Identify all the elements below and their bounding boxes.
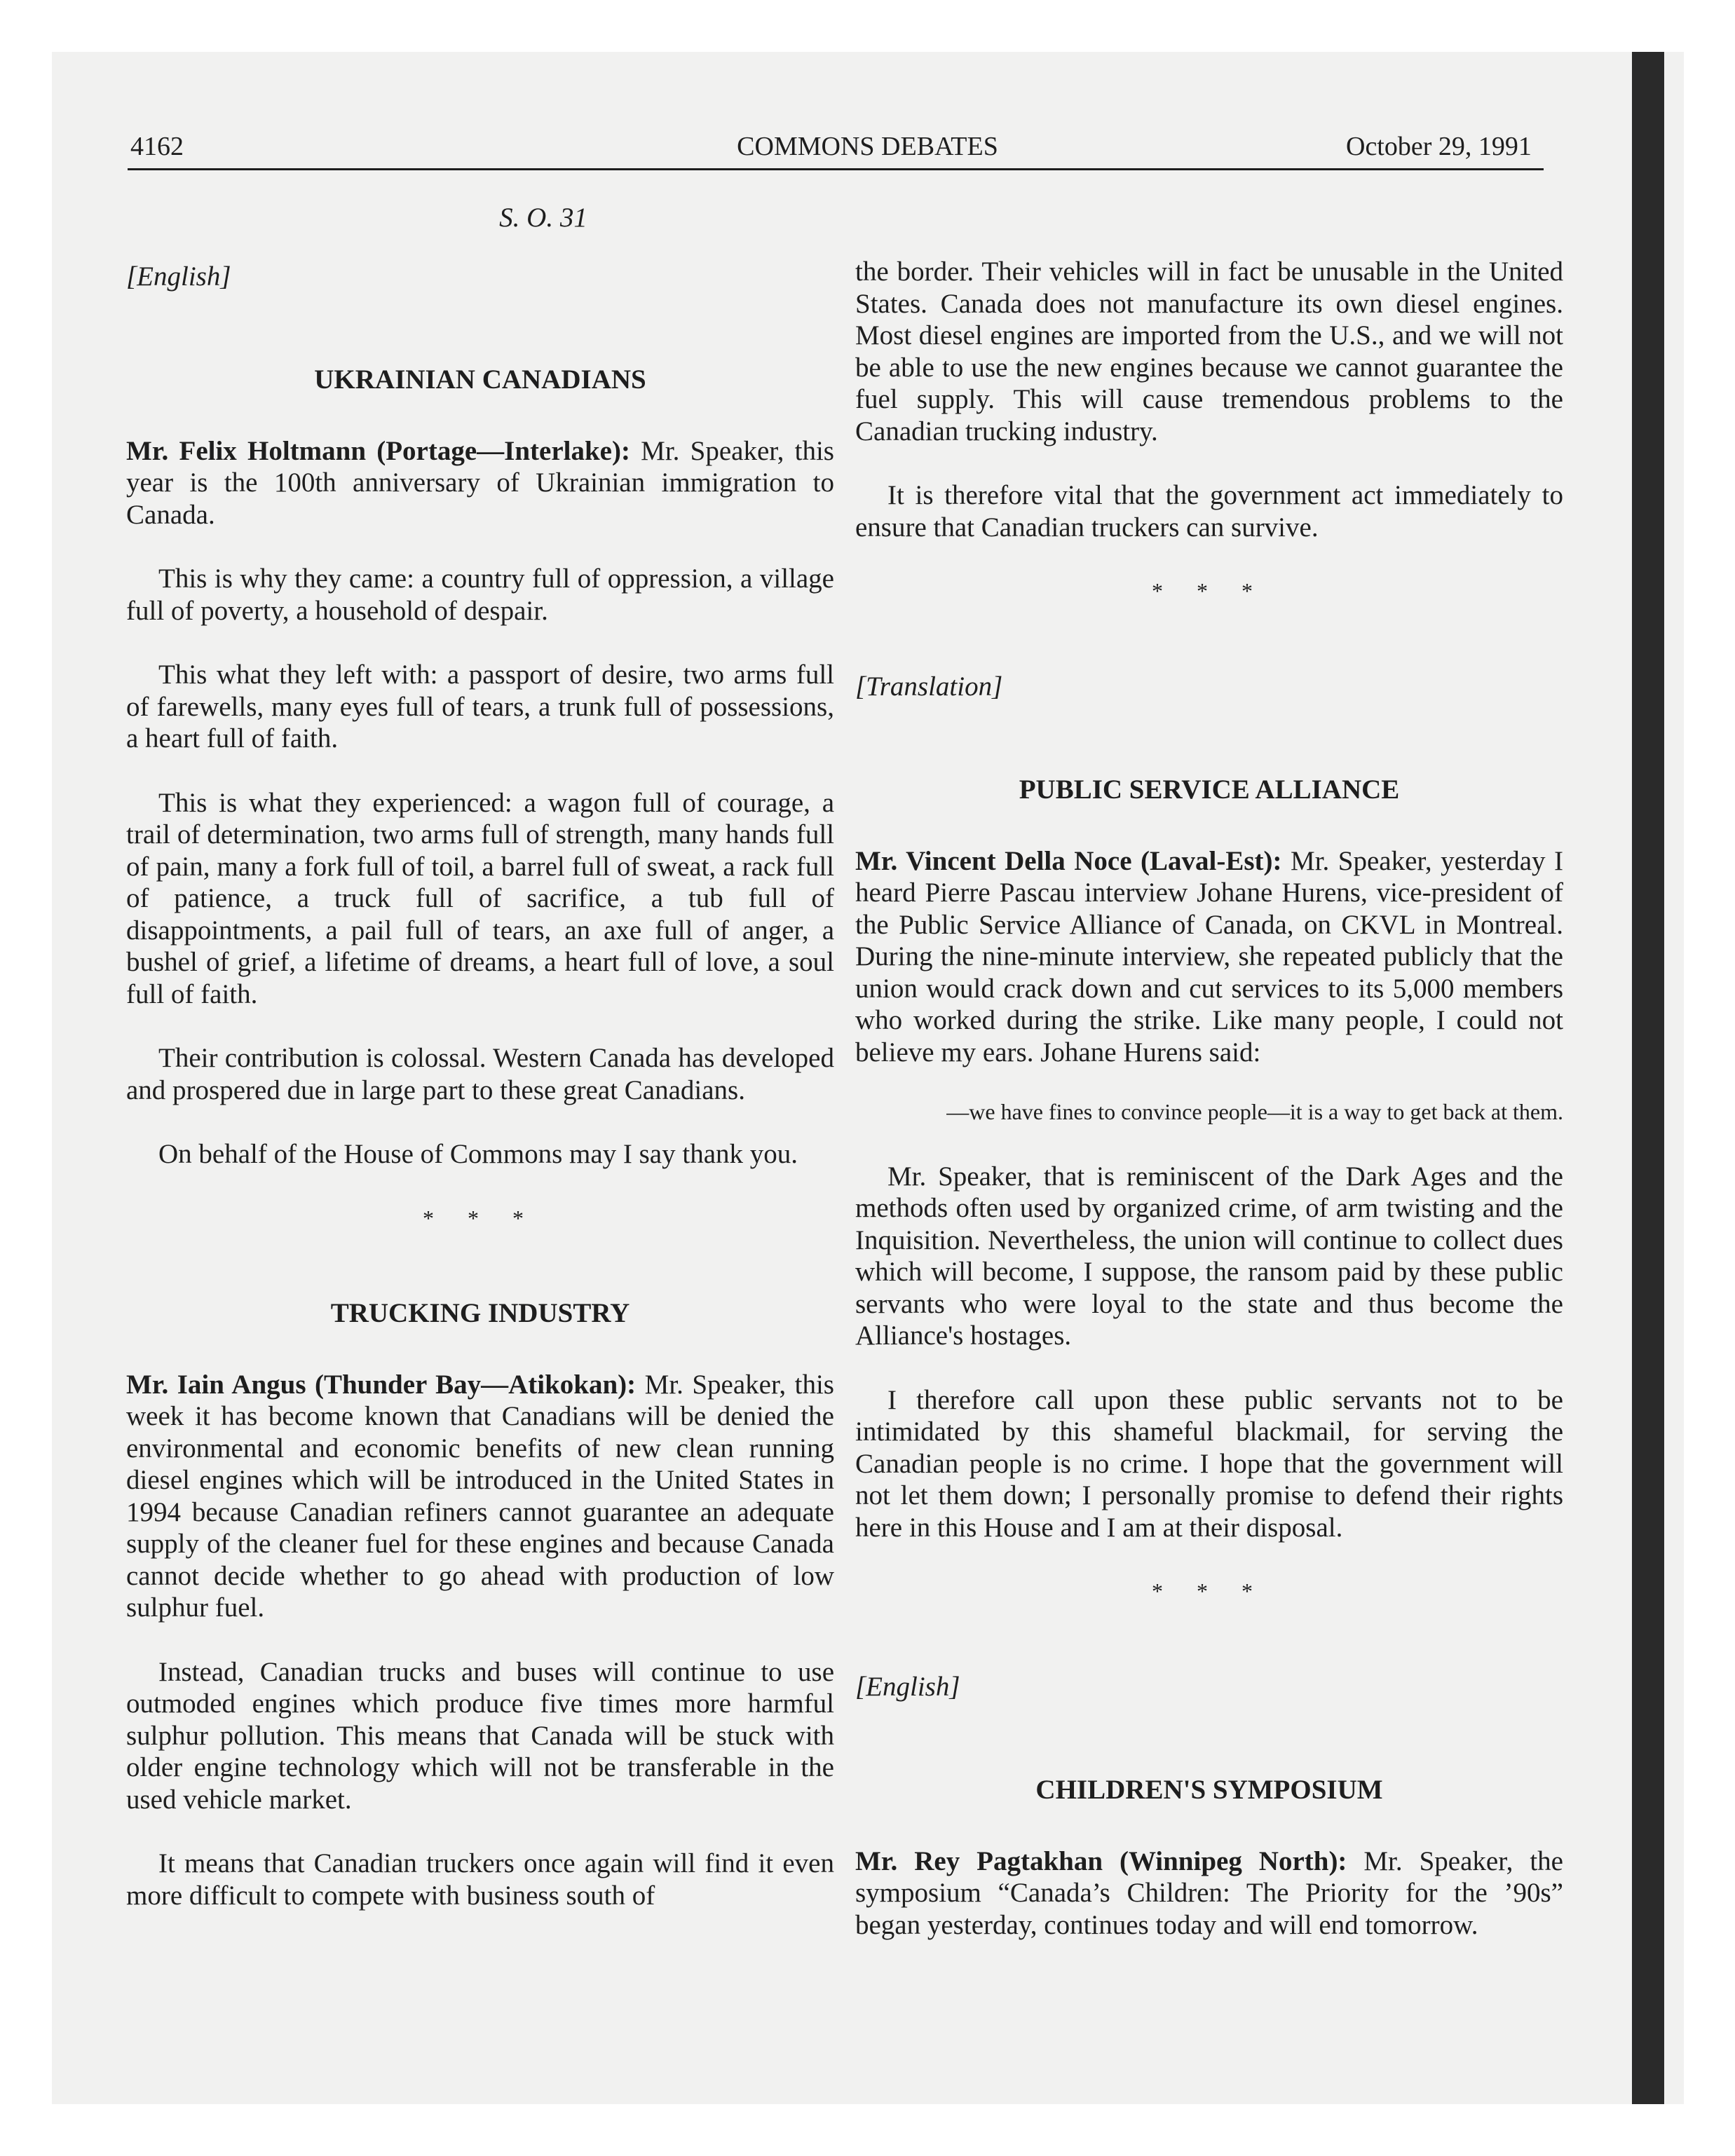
language-tag: [English] (855, 1671, 960, 1702)
paragraph-text: Mr. Speaker, the symposium “Canada’s Children: The Priority for the ’90s” began yesterday, continues today and will end tomorrow. (855, 1845, 1563, 1940)
language-tag: [Translation] (855, 671, 1003, 702)
paragraph: Instead, Canadian trucks and buses will continue to use outmoded engines which produce five times more harmful sulphur pollution. This means that Canada will be stuck with older engine technology which will not be transferable in the used vehicle market. (126, 1656, 834, 1815)
speaker-name: Mr. Felix Holtmann (Portage—Interlake): (126, 435, 630, 466)
paragraph: the border. Their vehicles will in fact be unusable in the United States. Canada does not manufacture its own diesel engines. Most diesel engines are imported from the U.S., and we will not be able to use the new engines because we cannot guarantee the fuel supply. This will cause tremendous problems to the Canadian trucking industry. (855, 257, 1563, 446)
page-number: 4162 (130, 132, 184, 161)
paragraph (126, 435, 834, 531)
section-separator: * * * (423, 1205, 538, 1231)
speaker-name: Mr. Rey Pagtakhan (Winnipeg North): (855, 1845, 1347, 1876)
block-quote: —we have fines to convince people—it is a way to get back at them. (946, 1099, 1563, 1124)
paragraph: Their contribution is colossal. Western Canada has developed and prospered due in large part to these great Canadians. (126, 1043, 834, 1105)
paragraph: This is what they experienced: a wagon full of courage, a trail of determination, two arms full of strength, many hands full of pain, many a fork full of toil, a barrel full of sweat, a rack full of patience, a truck full of sacrifice, a tub full of disappointments, a pail full of tears, an axe full of anger, a bushel of grief, a lifetime of dreams, a heart full of love, a soul full of faith. (126, 787, 834, 1009)
running-title: COMMONS DEBATES (737, 132, 998, 161)
paragraph: Mr. Speaker, that is reminiscent of the Dark Ages and the methods often used by organized crime, of arm twisting and the Inquisition. Nevertheless, the union will continue to collect dues which will become, I suppose, the ransom paid by these public servants who were loyal to the state and thus become the Alliance's hostages. (855, 1161, 1563, 1351)
paragraph: This what they left with: a passport of desire, two arms full of farewells, many eyes full of tears, a trunk full of possessions, a heart full of faith. (126, 660, 834, 753)
paragraph: I therefore call upon these public servants not to be intimidated by this shameful blackmail, for serving the Canadian people is no crime. I hope that the government will not let them down; I personally promise to defend their rights here in this House and I am at their disposal. (855, 1384, 1563, 1543)
paragraph-text: Mr. Speaker, this week it has become known that Canadians will be denied the environmental and economic benefits of new clean running diesel engines which will be introduced in the United States in 1994 because Canadian refiners cannot guarantee an adequate supply of the cleaner fuel for these engines and because Canada cannot decide whether to go ahead with production of low sulphur fuel. (126, 1369, 834, 1623)
paragraph: On behalf of the House of Commons may I say thank you. (158, 1139, 798, 1169)
paragraph: It is therefore vital that the government act immediately to ensure that Canadian truckers can survive. (855, 480, 1563, 543)
speaker-name: Mr. Iain Angus (Thunder Bay—Atikokan): (126, 1369, 637, 1400)
paragraph-text: Mr. Speaker, this year is the 100th anniversary of Ukrainian immigration to Canada. (126, 435, 834, 530)
paragraph (855, 845, 1563, 1069)
section-heading: PUBLIC SERVICE ALLIANCE (1019, 775, 1400, 805)
section-heading: CHILDREN'S SYMPOSIUM (1035, 1775, 1383, 1805)
header-rule (128, 168, 1544, 170)
speaker-name: Mr. Vincent Della Noce (Laval-Est): (855, 845, 1282, 876)
section-separator: * * * (1152, 1578, 1267, 1604)
language-tag: [English] (126, 261, 231, 292)
paragraph (855, 1845, 1563, 1942)
section-separator: * * * (1152, 578, 1267, 603)
paragraph (126, 1369, 834, 1624)
paragraph-text: Mr. Speaker, yesterday I heard Pierre Pascau interview Johane Hurens, vice-president of the Public Service Alliance of Canada, on CKVL in Montreal. During the nine-minute interview, she repeated publicly that the union would crack down and cut services to its 5,000 members who worked during the strike. Like many people, I could not believe my ears. Johane Hurens said: (855, 845, 1563, 1067)
right-column (855, 256, 1563, 1973)
page-date: October 29, 1991 (1346, 132, 1532, 161)
left-column (126, 189, 834, 1944)
section-heading: UKRAINIAN CANADIANS (314, 364, 646, 395)
standing-order-label: S. O. 31 (499, 203, 587, 233)
paragraph: This is why they came: a country full of oppression, a village full of poverty, a household of despair. (126, 564, 834, 626)
paragraph: It means that Canadian truckers once again will find it even more difficult to compete with business south of (126, 1848, 834, 1911)
binding-edge (1632, 52, 1664, 2104)
section-heading: TRUCKING INDUSTRY (330, 1298, 630, 1328)
